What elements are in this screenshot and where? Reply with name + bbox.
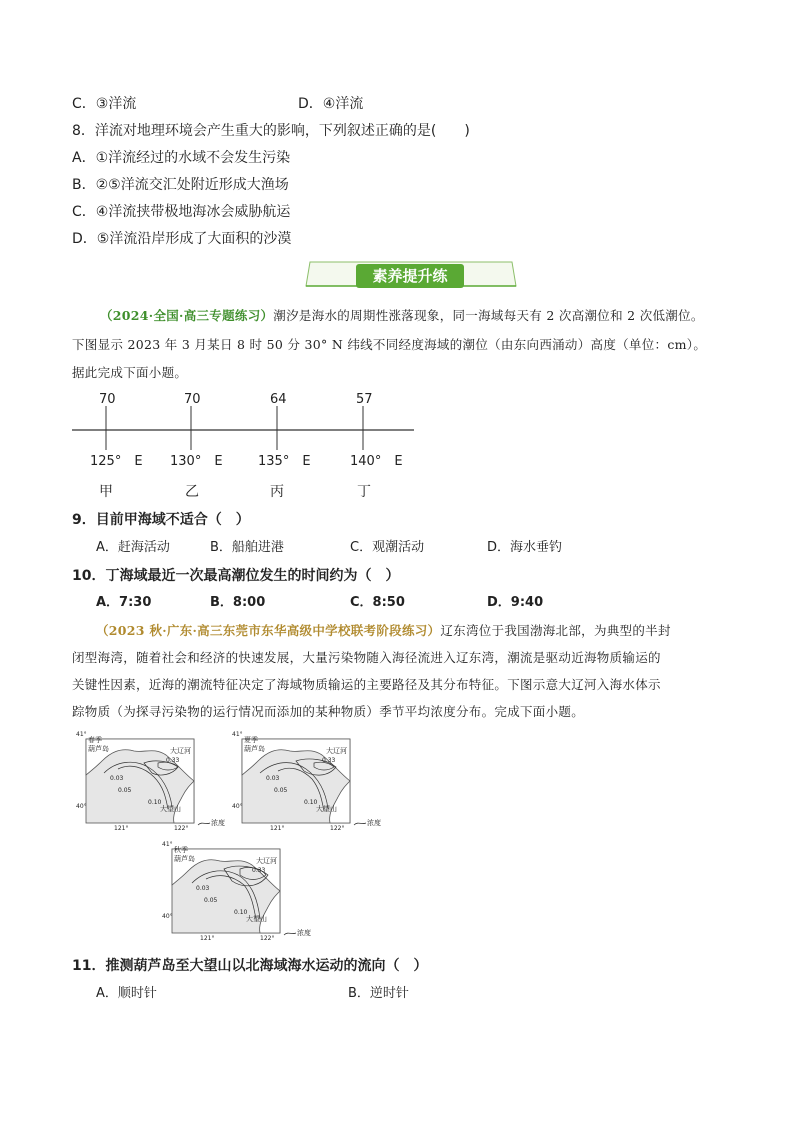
- contour-003: 0.03: [196, 885, 210, 892]
- tide-value-yi: 70: [184, 392, 201, 407]
- season-label: 夏季: [244, 736, 258, 744]
- passage2-line4: 踪物质（为探寻污染物的运行情况而添加的某种物质）季节平均浓度分布。完成下面小题。: [72, 704, 585, 719]
- q9-stem: 9．目前甲海域不适合（ ）: [72, 512, 250, 528]
- lat-top: 41°: [232, 731, 243, 738]
- q10-option-c: C．8:50: [350, 595, 405, 610]
- point-name-ding: 丁: [357, 484, 371, 500]
- q10-stem: 10．丁海域最近一次最高潮位发生的时间约为（ ）: [72, 568, 400, 584]
- place-dawangshan: 大望山: [160, 805, 181, 813]
- place-daliaohe: 大辽河: [170, 747, 191, 755]
- lon-2: 122°: [330, 825, 345, 832]
- q11-option-a: A．顺时针: [96, 986, 157, 1001]
- q9-option-b: B．船舶进港: [210, 540, 284, 555]
- place-daliaohe: 大辽河: [256, 857, 277, 865]
- contour-003: 0.03: [266, 775, 280, 782]
- place-huludao: 葫芦岛: [88, 745, 109, 753]
- passage1-source: （2024·全国·高三专题练习）: [100, 308, 274, 323]
- lat-mid: 40°: [76, 803, 87, 810]
- passage2-line2: 闭型海湾，随着社会和经济的快速发展，大量污染物随入海径流进入辽东湾，潮流是驱动近海物质输运的: [72, 650, 661, 665]
- q7-option-d: D．④洋流: [298, 96, 364, 112]
- passage1-line2: 下图显示 2023 年 3 月某日 8 时 50 分 30° N 纬线不同经度海域的潮位（由东向西涌动）高度（单位：cm）。: [72, 337, 707, 352]
- contour-005: 0.05: [274, 787, 288, 794]
- lat-mid: 40°: [232, 803, 243, 810]
- lat-mid: 40°: [162, 913, 173, 920]
- place-huludao: 葫芦岛: [174, 855, 195, 863]
- lon-2: 122°: [260, 935, 275, 942]
- tide-value-bing: 64: [270, 392, 287, 407]
- passage2-text1: 辽东湾位于我国渤海北部，为典型的半封: [440, 623, 671, 638]
- tide-value-jia: 70: [99, 392, 116, 407]
- q8-option-a: A．①洋流经过的水域不会发生污染: [72, 150, 291, 166]
- q7-option-c: C．③洋流: [72, 96, 137, 112]
- q11-option-b: B．逆时针: [348, 986, 409, 1001]
- q10-option-a: A．7:30: [96, 595, 152, 610]
- contour-033: 0.33: [252, 867, 266, 874]
- q9-option-d: D．海水垂钓: [487, 540, 563, 555]
- contour-010: 0.10: [148, 799, 162, 806]
- passage1-line1: [100, 306, 704, 326]
- lat-top: 41°: [76, 731, 87, 738]
- place-huludao: 葫芦岛: [244, 745, 265, 753]
- tide-value-ding: 57: [356, 392, 373, 407]
- contour-005: 0.05: [118, 787, 132, 794]
- passage1-text: 潮汐是海水的周期性涨落现象，同一海域每天有 2 次高潮位和 2 次低潮位。: [273, 308, 704, 323]
- q9-option-c: C．观潮活动: [350, 540, 425, 555]
- season-label: 春季: [88, 736, 102, 744]
- q8-stem: 8．洋流对地理环境会产生重大的影响，下列叙述正确的是( ): [72, 123, 470, 139]
- lon-label-ding: 140° E: [350, 454, 403, 469]
- q10-option-b: B．8:00: [210, 595, 266, 610]
- map-summer: [230, 731, 381, 839]
- passage2-source: （2023 秋·广东·高三东莞市东华高级中学校联考阶段练习）: [96, 623, 441, 638]
- legend-concentration: 浓度: [367, 819, 381, 827]
- q8-option-d: D．⑤洋流沿岸形成了大面积的沙漠: [72, 231, 292, 247]
- lon-1: 121°: [270, 825, 285, 832]
- contour-003: 0.03: [110, 775, 124, 782]
- point-name-yi: 乙: [185, 484, 199, 500]
- q8-option-c: C．④洋流挟带极地海冰会威胁航运: [72, 204, 291, 220]
- lon-label-yi: 130° E: [170, 454, 223, 469]
- q9-option-a: A．赶海活动: [96, 540, 170, 555]
- lon-1: 121°: [114, 825, 129, 832]
- map-autumn: [160, 841, 311, 949]
- lon-1: 121°: [200, 935, 215, 942]
- legend-concentration: 浓度: [297, 929, 311, 937]
- passage1-line3: 据此完成下面小题。: [72, 365, 188, 380]
- contour-005: 0.05: [204, 897, 218, 904]
- q8-option-b: B．②⑤洋流交汇处附近形成大渔场: [72, 177, 289, 193]
- lat-top: 41°: [162, 841, 173, 848]
- lon-label-jia: 125° E: [90, 454, 143, 469]
- point-name-jia: 甲: [99, 484, 113, 500]
- contour-033: 0.33: [166, 757, 180, 764]
- q10-option-d: D．9:40: [487, 595, 544, 610]
- point-name-bing: 丙: [270, 484, 284, 500]
- legend-concentration: 浓度: [211, 819, 225, 827]
- section-banner-title: 素养提升练: [356, 264, 464, 288]
- passage2-line3: 关键性因素，近海的潮流特征决定了海域物质输运的主要路径及其分布特征。下图示意大辽河入海水体示: [72, 677, 661, 692]
- place-dawangshan: 大望山: [316, 805, 337, 813]
- map-spring: [74, 731, 225, 839]
- lon-2: 122°: [174, 825, 189, 832]
- contour-010: 0.10: [304, 799, 318, 806]
- season-label: 秋季: [174, 846, 188, 854]
- passage2-line1: [96, 621, 671, 641]
- contour-033: 0.33: [322, 757, 336, 764]
- lon-label-bing: 135° E: [258, 454, 311, 469]
- contour-010: 0.10: [234, 909, 248, 916]
- place-daliaohe: 大辽河: [326, 747, 347, 755]
- q11-stem: 11．推测葫芦岛至大望山以北海域海水运动的流向（ ）: [72, 958, 428, 974]
- place-dawangshan: 大望山: [246, 915, 267, 923]
